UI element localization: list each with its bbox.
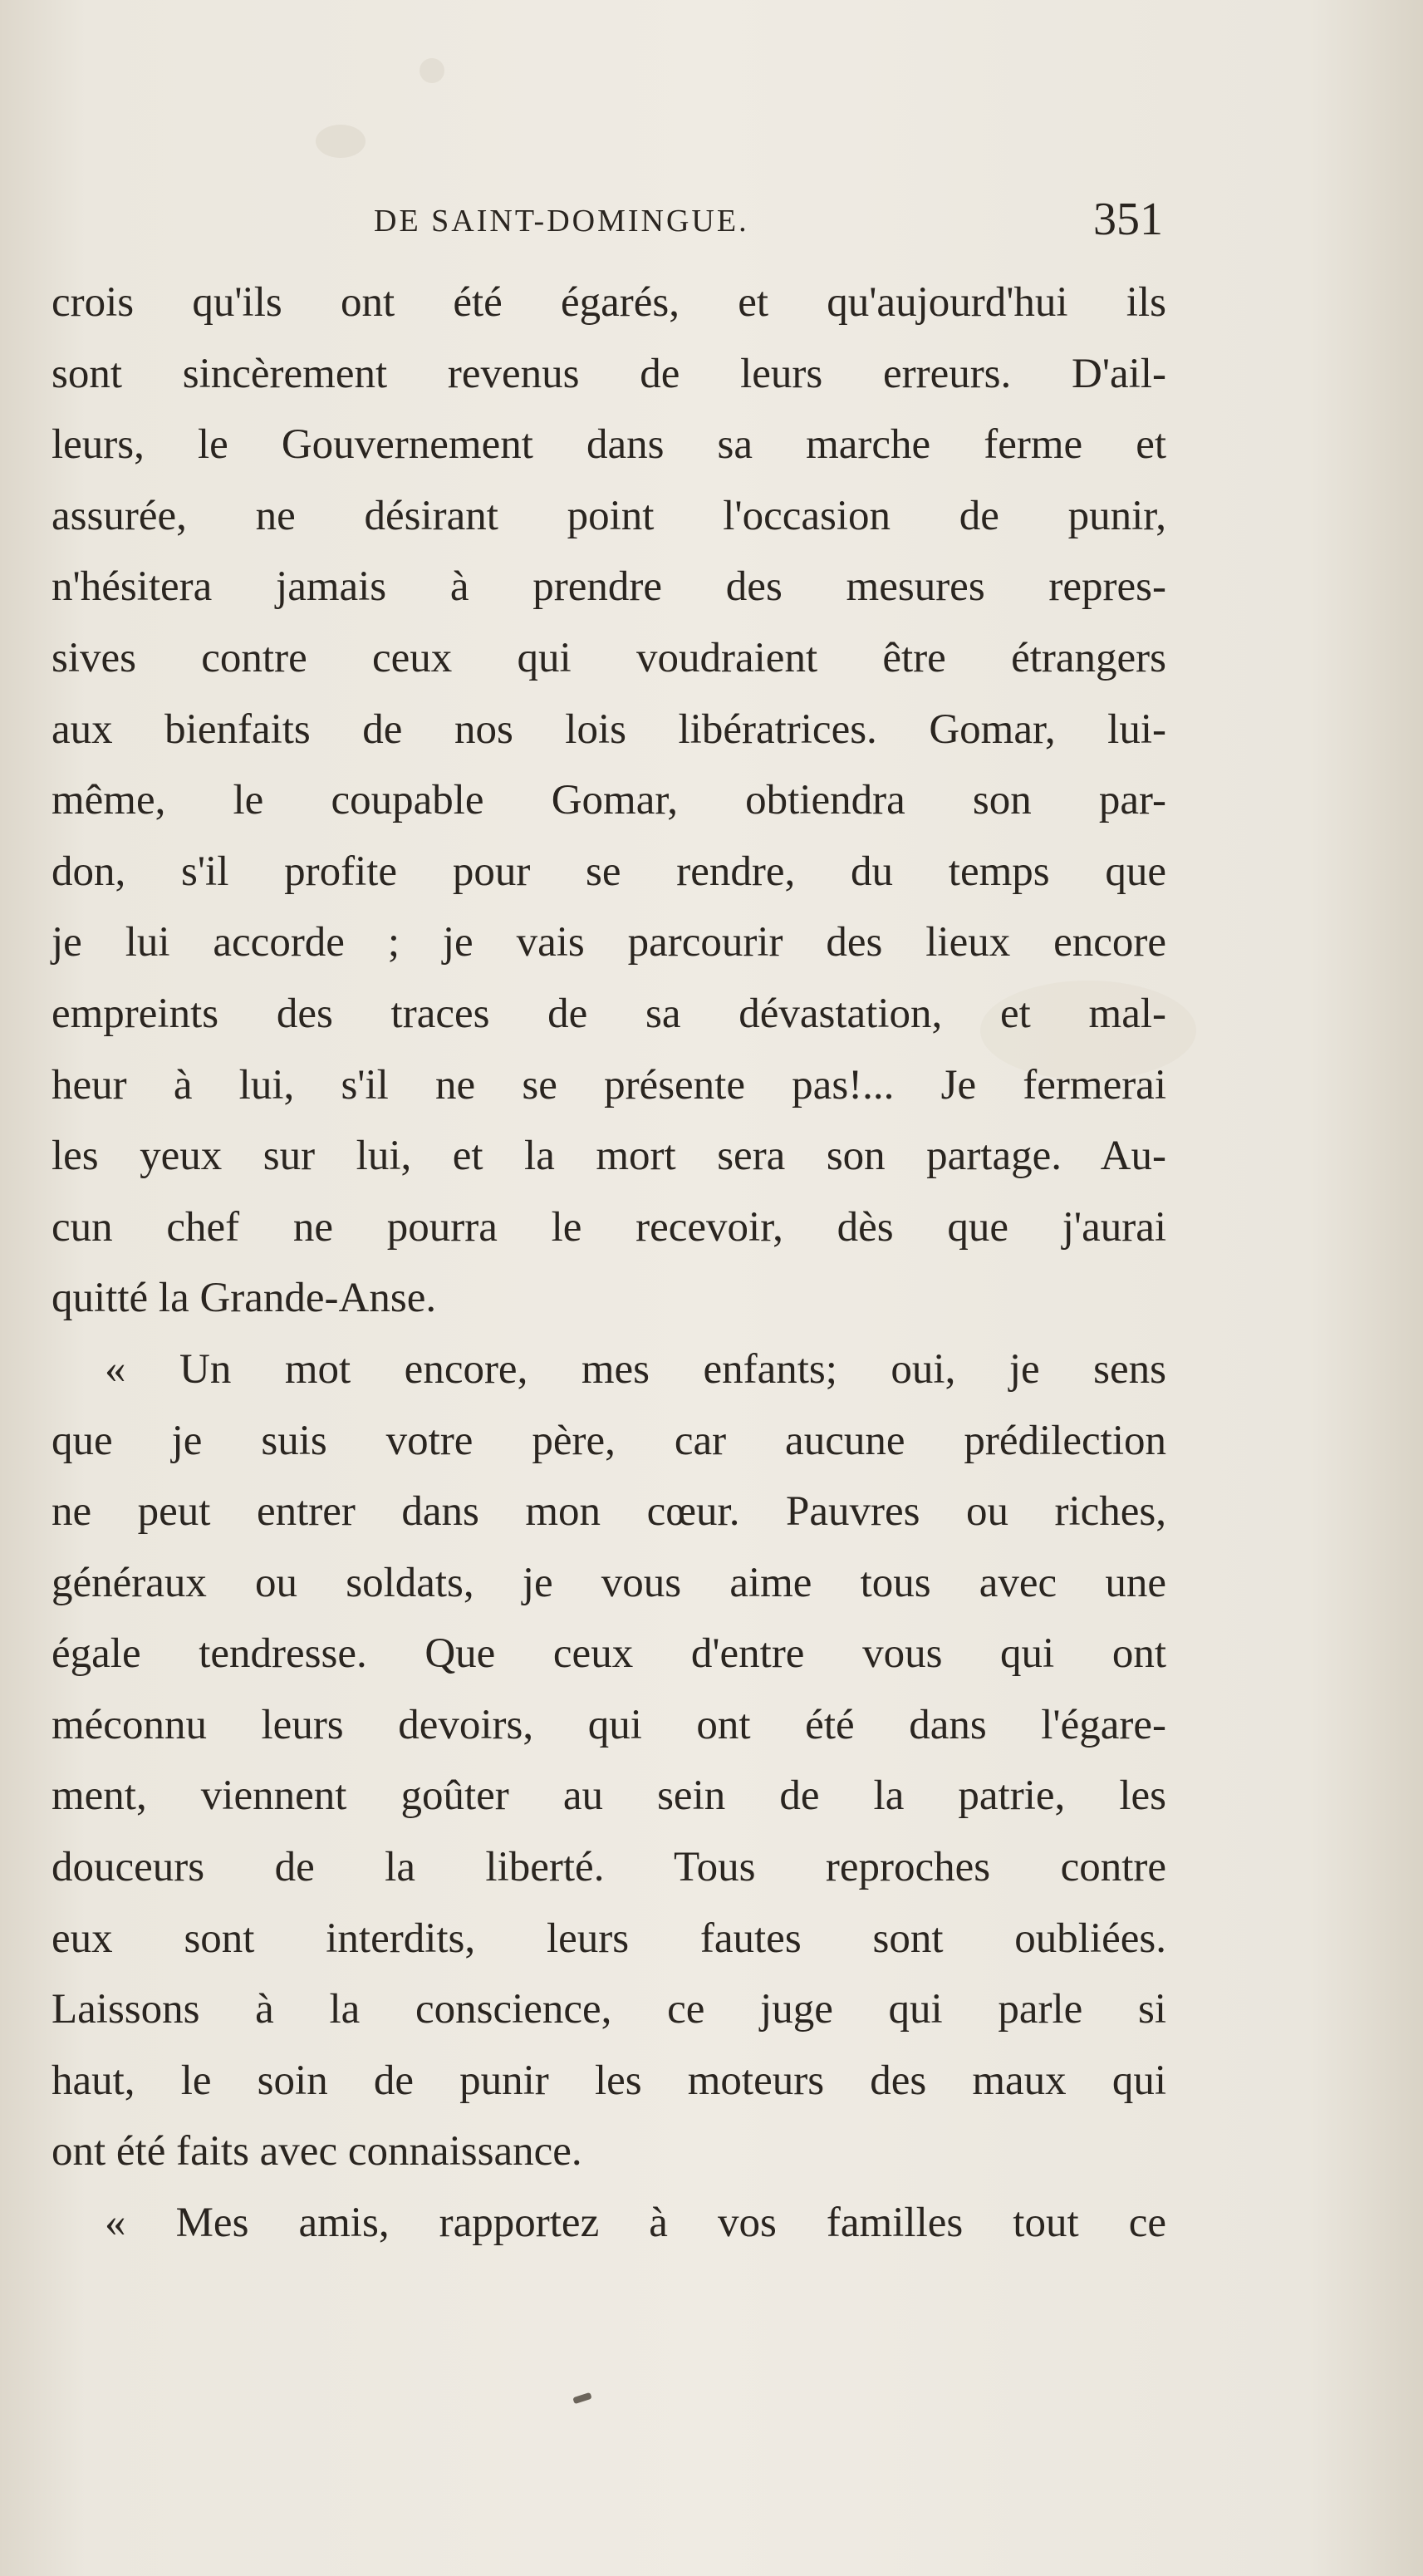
text-line: que je suis votre père, car aucune prédilection	[52, 1417, 1166, 1464]
text-line: aux bienfaits de nos lois libératrices. Gomar, lui-	[52, 705, 1166, 753]
page-number: 351	[1093, 194, 1163, 245]
text-line: sont sincèrement revenus de leurs erreurs. D'ail-	[52, 350, 1166, 397]
body-text	[52, 268, 1166, 2259]
text-line: eux sont interdits, leurs fautes sont oubliées.	[52, 1915, 1166, 1962]
text-line: même, le coupable Gomar, obtiendra son par-	[52, 777, 1166, 824]
text-line: n'hésitera jamais à prendre des mesures repres-	[52, 563, 1166, 611]
text-line: leurs, le Gouvernement dans sa marche ferme et	[52, 421, 1166, 469]
text-line: les yeux sur lui, et la mort sera son partage. Au-	[52, 1133, 1166, 1180]
text-line: Laissons à la conscience, ce juge qui parle si	[52, 1986, 1166, 2033]
text-line: haut, le soin de punir les moteurs des maux qui	[52, 2057, 1166, 2104]
text-line: égale tendresse. Que ceux d'entre vous qui ont	[52, 1630, 1166, 1678]
paper-stain	[316, 125, 366, 158]
text-line: cun chef ne pourra le recevoir, dès que j'aurai	[52, 1203, 1166, 1251]
paragraph-start-line: « Mes amis, rapportez à vos familles tout ce	[105, 2200, 1166, 2247]
ink-mark	[572, 2392, 591, 2404]
paragraph-start-line: « Un mot encore, mes enfants; oui, je sens	[105, 1345, 1166, 1393]
paragraph-end-line: quitté la Grande-Anse.	[52, 1275, 437, 1322]
text-line: ne peut entrer dans mon cœur. Pauvres ou riches,	[52, 1488, 1166, 1536]
running-title: DE SAINT-DOMINGUE.	[374, 204, 749, 238]
text-line: empreints des traces de sa dévastation, et mal-	[52, 990, 1166, 1037]
text-line: sives contre ceux qui voudraient être étrangers	[52, 634, 1166, 681]
text-line: je lui accorde ; je vais parcourir des lieux encore	[52, 919, 1166, 966]
text-line: douceurs de la liberté. Tous reproches contre	[52, 1844, 1166, 1891]
text-line: crois qu'ils ont été égarés, et qu'aujourd'hui ils	[52, 279, 1166, 326]
text-line: méconnu leurs devoirs, qui ont été dans l'égare-	[52, 1701, 1166, 1748]
page-header	[66, 194, 1163, 249]
text-line: généraux ou soldats, je vous aime tous avec une	[52, 1559, 1166, 1606]
paragraph-end-line: ont été faits avec connaissance.	[52, 2128, 582, 2175]
text-line: assurée, ne désirant point l'occasion de punir,	[52, 492, 1166, 539]
paper-stain	[420, 58, 444, 83]
text-line: heur à lui, s'il ne se présente pas!... Je fermerai	[52, 1061, 1166, 1109]
text-line: ment, viennent goûter au sein de la patrie, les	[52, 1772, 1166, 1820]
text-line: don, s'il profite pour se rendre, du temps que	[52, 848, 1166, 895]
